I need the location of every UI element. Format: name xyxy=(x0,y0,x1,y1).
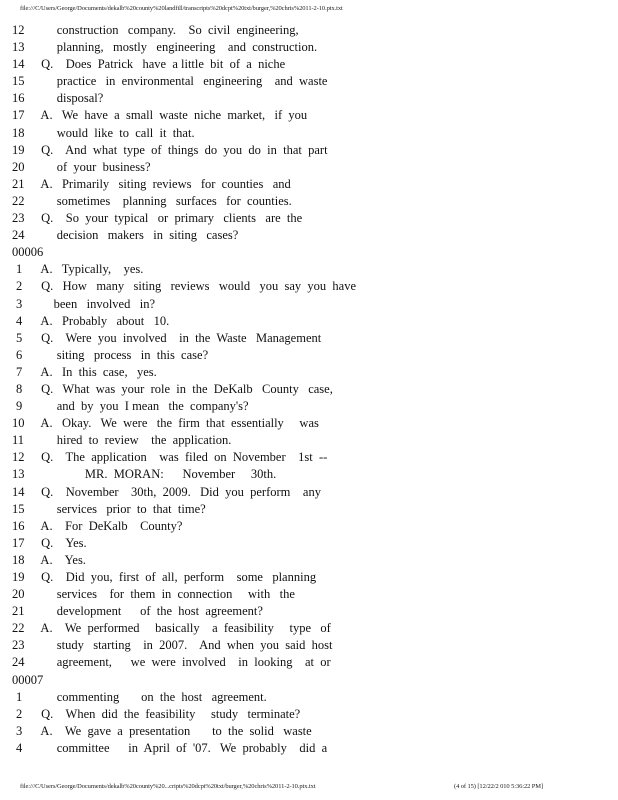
transcript-line xyxy=(12,73,602,90)
line-number: 22 xyxy=(12,193,25,208)
line-text: study starting in 2007. And when you said host xyxy=(38,638,333,653)
line-number: 1 xyxy=(16,689,23,704)
line-number: 15 xyxy=(12,74,25,89)
line-text: services for them in connection with the xyxy=(38,587,295,602)
transcript-line xyxy=(12,210,602,227)
line-text: practice in environmental engineering and waste xyxy=(38,74,328,89)
line-number: 22 xyxy=(12,621,25,636)
line-number: 4 xyxy=(16,313,23,328)
line-text: would like to call it that. xyxy=(38,125,195,140)
line-number: 5 xyxy=(16,330,23,345)
line-number: 1 xyxy=(16,262,23,277)
transcript-line xyxy=(12,535,602,552)
line-number: 16 xyxy=(12,518,25,533)
line-number: 21 xyxy=(12,604,25,619)
line-text: A. Okay. We were the firm that essentially was xyxy=(38,416,319,431)
line-text: A. For DeKalb County? xyxy=(38,518,183,533)
line-text: Q. November 30th, 2009. Did you perform any xyxy=(38,484,321,499)
line-text: Q. So your typical or primary clients are the xyxy=(38,211,303,226)
page-marker-label: 00006 xyxy=(12,245,44,260)
line-text: of your business? xyxy=(38,159,151,174)
file-path-header: file:///C/Users/George/Documents/dekalb%20county%20landfill/transcripts%20dcpt%20txt/burger,%20chris%2011-2-10.ptx.txt xyxy=(20,5,343,12)
line-number: 12 xyxy=(12,23,25,37)
line-number: 13 xyxy=(12,467,25,482)
line-text: Q. How many siting reviews would you say you have xyxy=(38,279,357,294)
line-number: 14 xyxy=(12,484,25,499)
line-number: 18 xyxy=(12,552,25,567)
line-number: 9 xyxy=(16,399,23,414)
line-text: A. Primarily siting reviews for counties and xyxy=(38,176,291,191)
transcript-line xyxy=(12,449,602,466)
transcript-line xyxy=(12,125,602,142)
line-number: 24 xyxy=(12,655,25,670)
line-number: 11 xyxy=(12,433,25,448)
transcript-line xyxy=(12,364,602,381)
line-text: and by you I mean the company's? xyxy=(38,399,249,414)
line-text: hired to review the application. xyxy=(38,433,232,448)
transcript-line xyxy=(12,56,602,73)
transcript-line xyxy=(12,398,602,415)
line-text: Q. Were you involved in the Waste Management xyxy=(38,330,322,345)
footer-page-info: (4 of 15) [12/22/2 010 5:36:22 PM] xyxy=(454,783,544,790)
line-text: committee in April of '07. We probably did a xyxy=(38,740,328,755)
transcript-line xyxy=(12,261,602,278)
transcript-line xyxy=(12,569,602,586)
footer-path: file:///C/Users/George/Documents/dekalb%20county%20...cripts%20dcpt%20txt/burger,%20chris%2011-2-10.ptx.txt xyxy=(20,783,316,790)
transcript-line xyxy=(12,193,602,210)
line-number: 12 xyxy=(12,450,25,465)
transcript-line xyxy=(12,432,602,449)
line-text: A. Probably about 10. xyxy=(38,313,170,328)
line-text: construction company. So civil engineering, xyxy=(38,23,299,37)
line-text: Q. Yes. xyxy=(38,535,87,550)
transcript-line xyxy=(12,39,602,56)
transcript-line xyxy=(12,159,602,176)
transcript-line xyxy=(12,142,602,159)
line-number: 24 xyxy=(12,228,25,243)
transcript-line xyxy=(12,654,602,671)
transcript-line xyxy=(12,637,602,654)
line-text: planning, mostly engineering and construction. xyxy=(38,40,318,55)
line-number: 17 xyxy=(12,535,25,550)
line-text: A. In this case, yes. xyxy=(38,364,157,379)
line-number: 15 xyxy=(12,501,25,516)
line-text: agreement, we were involved in looking at or xyxy=(38,655,331,670)
line-number: 3 xyxy=(16,723,23,738)
line-text: A. Yes. xyxy=(38,552,86,567)
line-text: Q. The application was filed on November 1st -- xyxy=(38,450,328,465)
transcript-line xyxy=(12,586,602,603)
transcript-line xyxy=(12,706,602,723)
line-text: MR. MORAN: November 30th. xyxy=(38,467,277,482)
line-text: services prior to that time? xyxy=(38,501,206,516)
line-text: development of the host agreement? xyxy=(38,604,263,619)
transcript-line xyxy=(12,347,602,364)
line-number: 2 xyxy=(16,279,23,294)
line-text: decision makers in siting cases? xyxy=(38,228,239,243)
line-text: A. We gave a presentation to the solid waste xyxy=(38,723,312,738)
transcript-line xyxy=(12,723,602,740)
line-number: 10 xyxy=(12,416,25,431)
transcript-line xyxy=(12,296,602,313)
line-number: 19 xyxy=(12,570,25,584)
line-text: Q. And what type of things do you do in that part xyxy=(38,142,328,157)
line-text: A. We performed basically a feasibility type of xyxy=(38,621,331,636)
line-number: 8 xyxy=(16,381,23,396)
line-text: Q. What was your role in the DeKalb County case, xyxy=(38,381,333,396)
transcript-line xyxy=(12,90,602,107)
line-number: 13 xyxy=(12,40,25,55)
transcript-line xyxy=(12,176,602,193)
page-marker xyxy=(12,672,602,689)
transcript-line xyxy=(12,22,602,39)
line-number: 17 xyxy=(12,108,25,123)
line-number: 23 xyxy=(12,638,25,653)
page-marker-label: 00007 xyxy=(12,672,44,687)
line-number: 18 xyxy=(12,125,25,140)
transcript-line xyxy=(12,313,602,330)
line-number: 23 xyxy=(12,211,25,226)
file-path-footer xyxy=(20,783,580,790)
transcript-line xyxy=(12,501,602,518)
line-number: 20 xyxy=(12,159,25,174)
transcript-line xyxy=(12,484,602,501)
line-text: commenting on the host agreement. xyxy=(38,689,267,704)
transcript-line xyxy=(12,466,602,483)
transcript-line xyxy=(12,620,602,637)
line-text: Q. Does Patrick have a little bit of a niche xyxy=(38,57,286,72)
transcript-line xyxy=(12,107,602,124)
line-text: Q. Did you, first of all, perform some planning xyxy=(38,570,317,584)
page-marker xyxy=(12,244,602,261)
transcript-line xyxy=(12,518,602,535)
line-text: Q. When did the feasibility study terminate? xyxy=(38,706,301,721)
line-number: 19 xyxy=(12,142,25,157)
transcript-line xyxy=(12,278,602,295)
line-text: disposal? xyxy=(38,91,104,106)
line-number: 16 xyxy=(12,91,25,106)
transcript-line xyxy=(12,381,602,398)
transcript-body xyxy=(12,22,602,757)
line-number: 7 xyxy=(16,364,23,379)
line-number: 21 xyxy=(12,176,25,191)
line-number: 3 xyxy=(16,296,23,311)
line-number: 2 xyxy=(16,706,23,721)
line-number: 4 xyxy=(16,740,23,755)
transcript-line xyxy=(12,227,602,244)
line-number: 20 xyxy=(12,587,25,602)
line-text: A. We have a small waste niche market, if you xyxy=(38,108,308,123)
transcript-line xyxy=(12,689,602,706)
line-text: sometimes planning surfaces for counties. xyxy=(38,193,292,208)
line-number: 6 xyxy=(16,347,23,362)
line-number: 14 xyxy=(12,57,25,72)
transcript-line xyxy=(12,552,602,569)
transcript-line xyxy=(12,330,602,347)
line-text: been involved in? xyxy=(38,296,155,311)
transcript-line xyxy=(12,415,602,432)
line-text: A. Typically, yes. xyxy=(38,262,144,277)
transcript-line xyxy=(12,740,602,757)
line-text: siting process in this case? xyxy=(38,347,209,362)
transcript-line xyxy=(12,603,602,620)
